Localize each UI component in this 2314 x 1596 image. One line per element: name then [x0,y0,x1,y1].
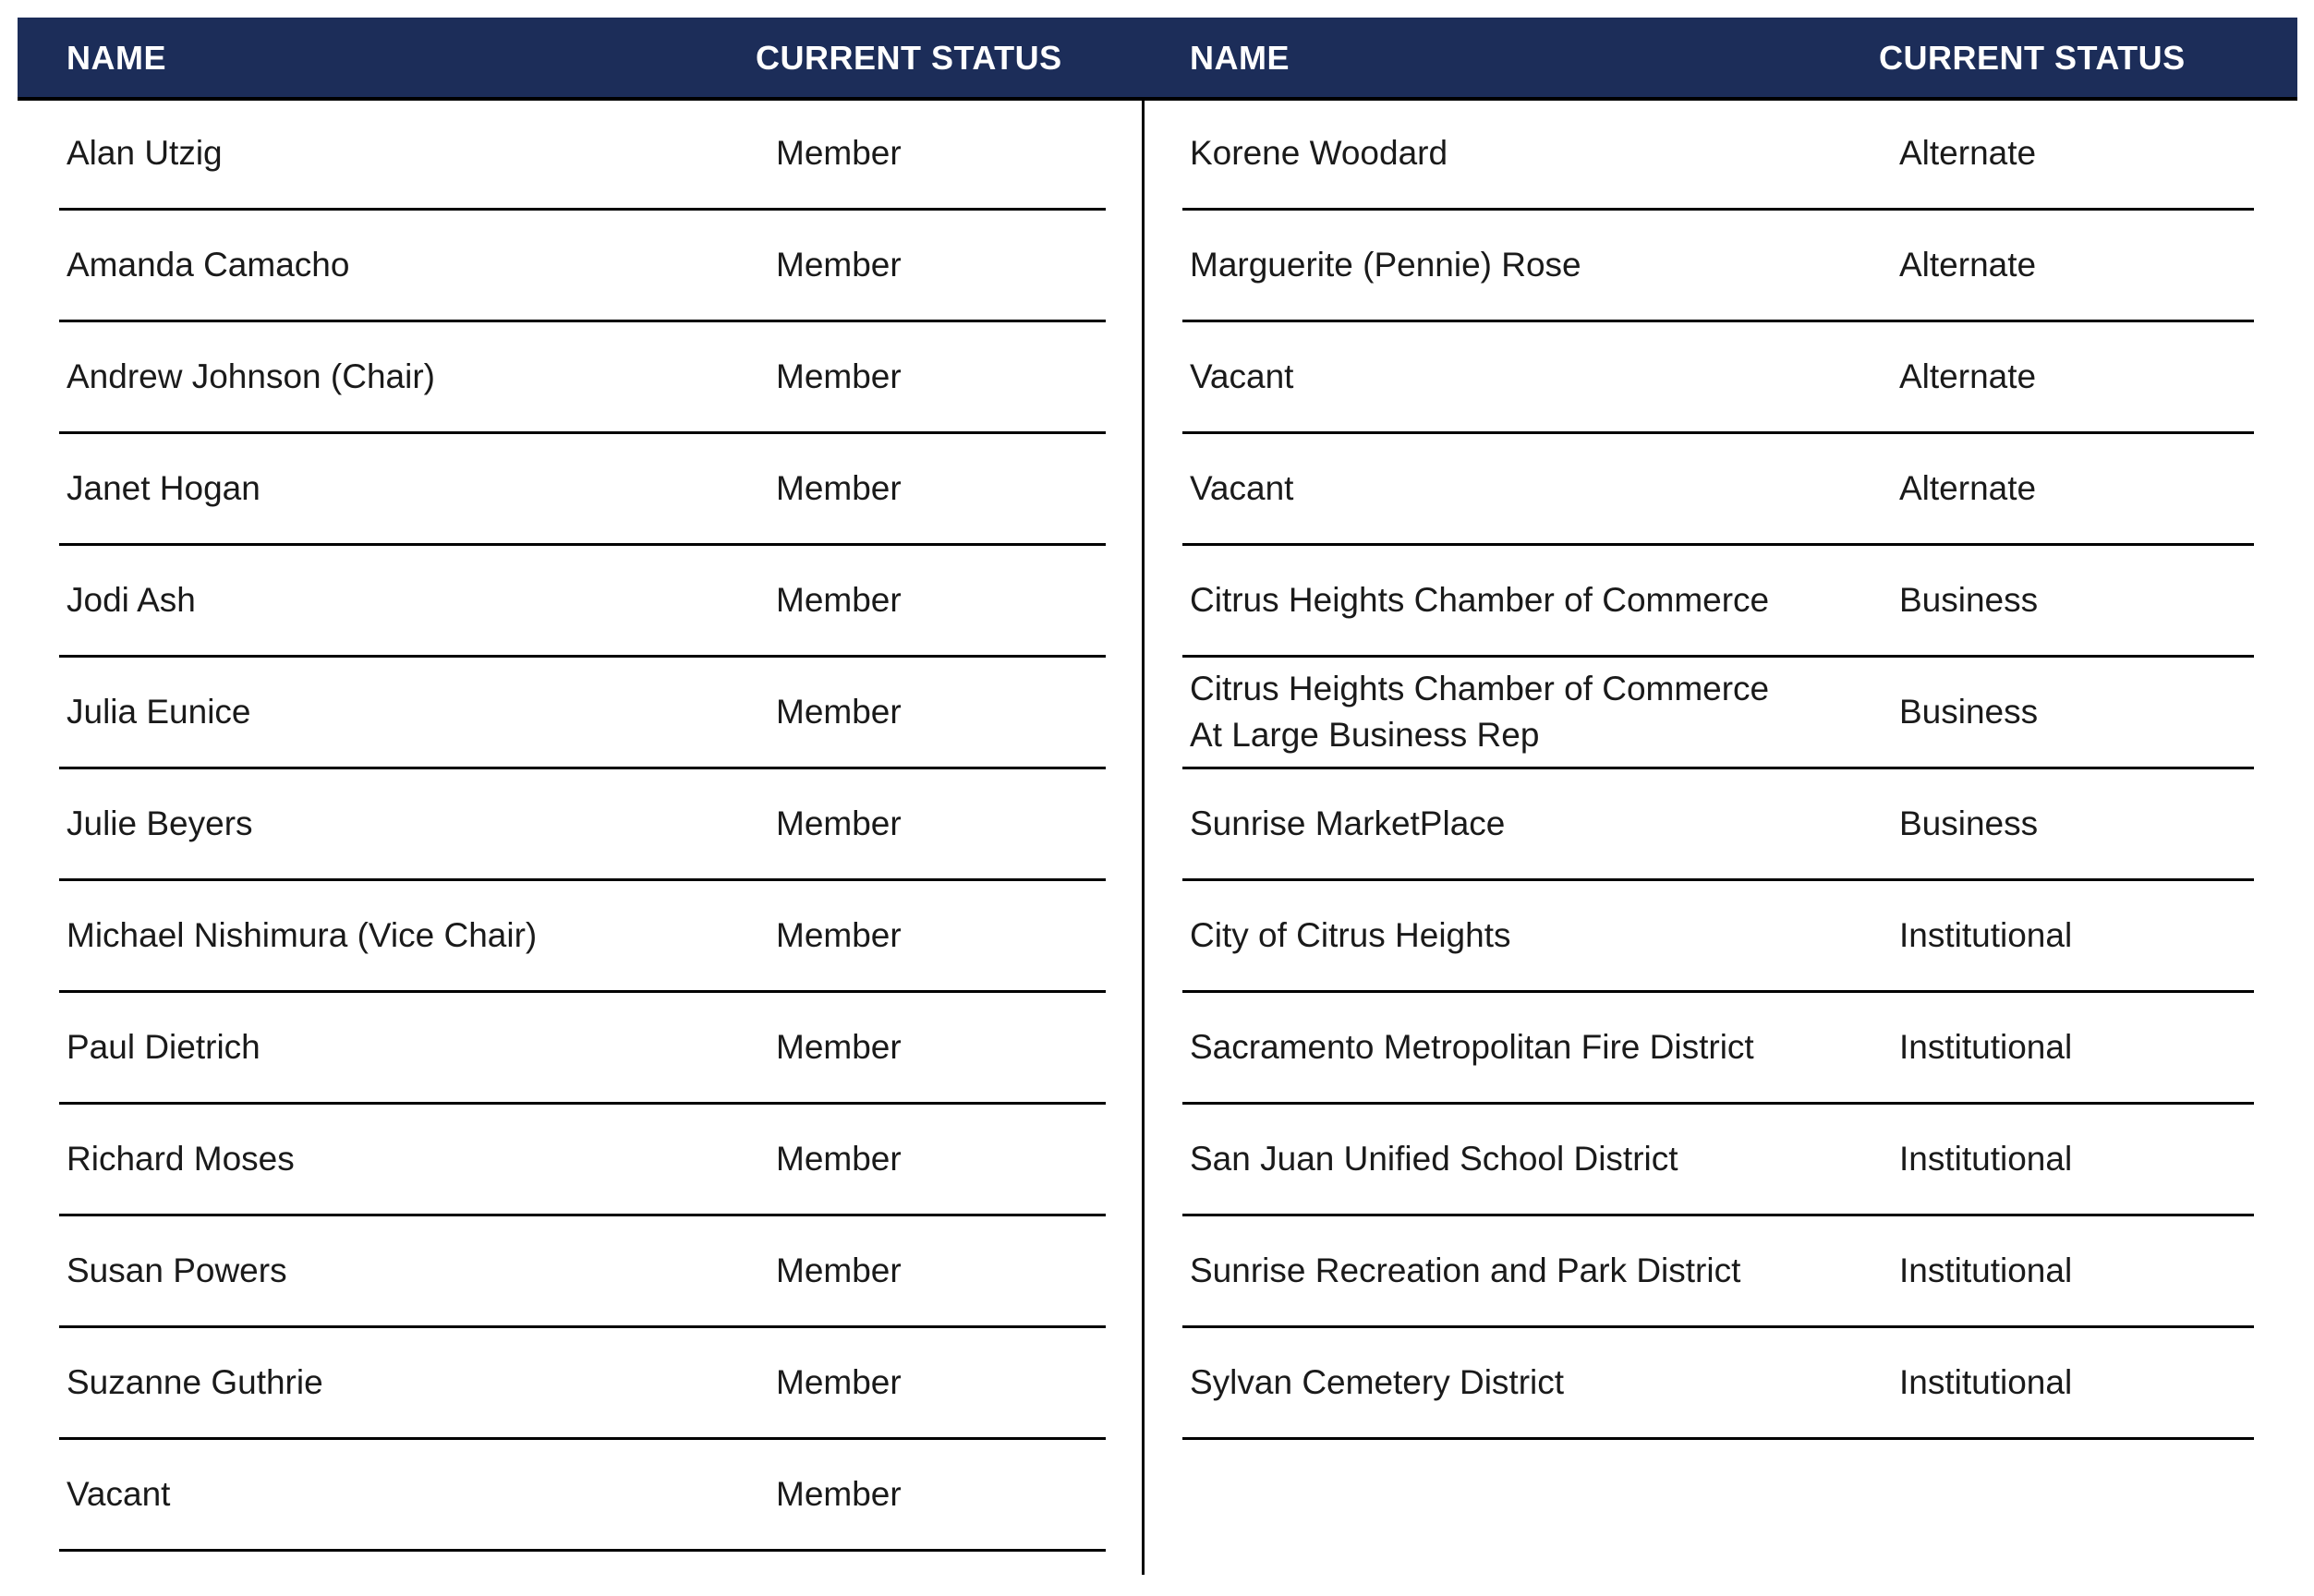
member-name: Sylvan Cemetery District [1190,1363,1565,1401]
member-status: Alternate [1899,357,2037,395]
member-status: Member [776,1140,902,1178]
member-status: Institutional [1899,1140,2073,1178]
table-row [59,546,1106,658]
member-name: Marguerite (Pennie) Rose [1190,246,1581,284]
member-status: Alternate [1899,134,2037,172]
member-name: Janet Hogan [67,469,260,507]
member-name: Michael Nishimura (Vice Chair) [67,916,538,954]
member-status: Member [776,1251,902,1289]
table-row [59,993,1106,1105]
table-row [59,1440,1106,1552]
member-name: Citrus Heights Chamber of Commerce At Large Business Rep [1190,670,1770,754]
table-row [1182,434,2254,546]
table-row [59,1216,1106,1328]
member-name: Susan Powers [67,1251,287,1289]
column-divider [1142,99,1145,1575]
member-status: Member [776,1475,902,1513]
member-status: Institutional [1899,1251,2073,1289]
right-table [1182,99,2254,1440]
member-name: Vacant [1190,469,1294,507]
member-name: Richard Moses [67,1140,295,1178]
table-row [1182,211,2254,322]
member-status: Institutional [1899,1363,2073,1401]
table-row [1182,1216,2254,1328]
member-name: Vacant [1190,357,1294,395]
table-row [59,658,1106,769]
table-row [59,322,1106,434]
table-row [1182,769,2254,881]
member-name: Julia Eunice [67,693,251,731]
table-row [59,1328,1106,1440]
table-row [59,211,1106,322]
member-status: Member [776,804,902,842]
member-status: Institutional [1899,916,2073,954]
member-status: Member [776,1028,902,1066]
table-row [1182,1105,2254,1216]
member-status: Business [1899,581,2039,619]
member-name: Vacant [67,1475,171,1513]
member-name: Sunrise Recreation and Park District [1190,1251,1741,1289]
member-status: Alternate [1899,246,2037,284]
member-name: Sunrise MarketPlace [1190,804,1506,842]
table-row [59,1105,1106,1216]
member-name: Julie Beyers [67,804,253,842]
table-row [1182,546,2254,658]
member-status: Business [1899,804,2039,842]
member-status: Member [776,469,902,507]
member-status: Member [776,693,902,731]
header-status-right: CURRENT STATUS [1879,39,2186,77]
table-row [1182,881,2254,993]
table-row [1182,99,2254,211]
member-name: Paul Dietrich [67,1028,260,1066]
member-name: Suzanne Guthrie [67,1363,323,1401]
table-row [1182,658,2254,769]
member-status: Member [776,357,902,395]
member-name: City of Citrus Heights [1190,916,1511,954]
table-row [1182,322,2254,434]
table-row [1182,1328,2254,1440]
table-row [59,434,1106,546]
member-name: Alan Utzig [67,134,223,172]
member-name: Korene Woodard [1190,134,1448,172]
member-name: San Juan Unified School District [1190,1140,1678,1178]
member-name: Jodi Ash [67,581,196,619]
member-name: Amanda Camacho [67,246,350,284]
header-name-right: NAME [1190,39,1290,77]
member-name: Andrew Johnson (Chair) [67,357,435,395]
member-status: Institutional [1899,1028,2073,1066]
member-status: Member [776,1363,902,1401]
left-table [59,99,1106,1552]
member-status: Alternate [1899,469,2037,507]
member-status: Member [776,581,902,619]
member-status: Member [776,916,902,954]
header-name-left: NAME [67,39,166,77]
member-status: Member [776,134,902,172]
member-status: Member [776,246,902,284]
member-name: Citrus Heights Chamber of Commerce [1190,581,1770,619]
header-status-left: CURRENT STATUS [756,39,1062,77]
table-row [59,881,1106,993]
table-row [59,99,1106,211]
member-status: Business [1899,693,2039,731]
member-name: Sacramento Metropolitan Fire District [1190,1028,1754,1066]
table-row [1182,993,2254,1105]
table-header [18,18,2297,101]
table-row [59,769,1106,881]
